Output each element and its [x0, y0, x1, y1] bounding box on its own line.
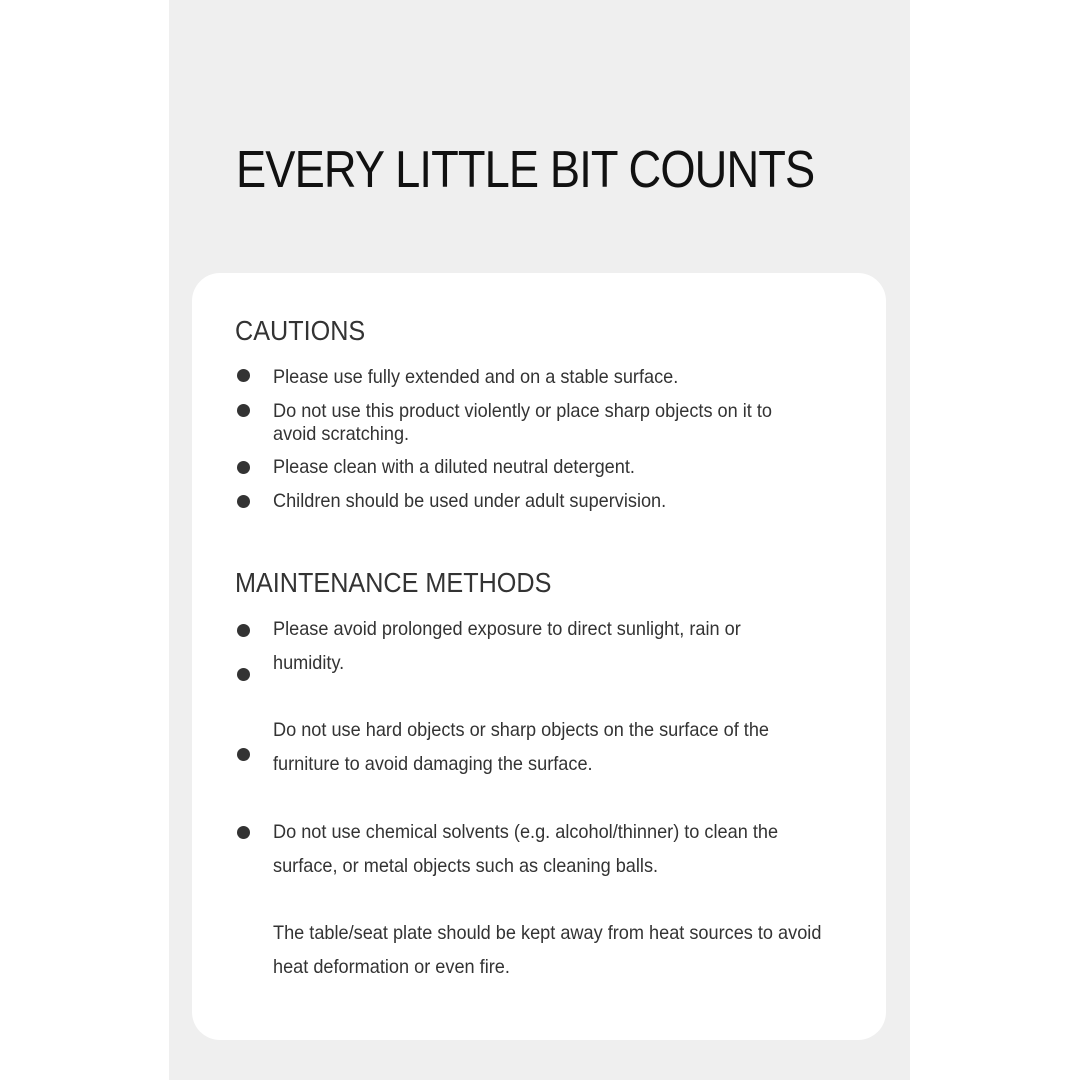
- maintenance-item: Please avoid prolonged exposure to direct sunlight, rain or humidity.: [273, 618, 741, 674]
- bullet-icon: [237, 826, 250, 839]
- bullet-icon: [237, 748, 250, 761]
- bullet-icon: [237, 668, 250, 681]
- cautions-title: CAUTIONS: [235, 315, 366, 346]
- cautions-item: Please use fully extended and on a stable surface.: [273, 366, 679, 388]
- maintenance-item: Do not use chemical solvents (e.g. alcohol/thinner) to clean the surface, or metal objects such as cleaning balls.: [273, 821, 779, 877]
- bullet-icon: [237, 404, 250, 417]
- bullet-icon: [237, 624, 250, 637]
- bullet-icon: [237, 495, 250, 508]
- maintenance-item: Do not use hard objects or sharp objects on the surface of the furniture to avoid damaging the surface.: [273, 719, 769, 775]
- maintenance-title: MAINTENANCE METHODS: [235, 567, 552, 598]
- bullet-icon: [237, 369, 250, 382]
- headline: EVERY LITTLE BIT COUNTS: [236, 141, 815, 199]
- cautions-item: Please clean with a diluted neutral detergent.: [273, 456, 635, 478]
- cautions-item: Do not use this product violently or place sharp objects on it to avoid scratching.: [273, 400, 772, 445]
- bullet-icon: [237, 461, 250, 474]
- cautions-item: Children should be used under adult supervision.: [273, 490, 667, 512]
- maintenance-item: The table/seat plate should be kept away from heat sources to avoid heat deformation or even fire.: [273, 922, 822, 978]
